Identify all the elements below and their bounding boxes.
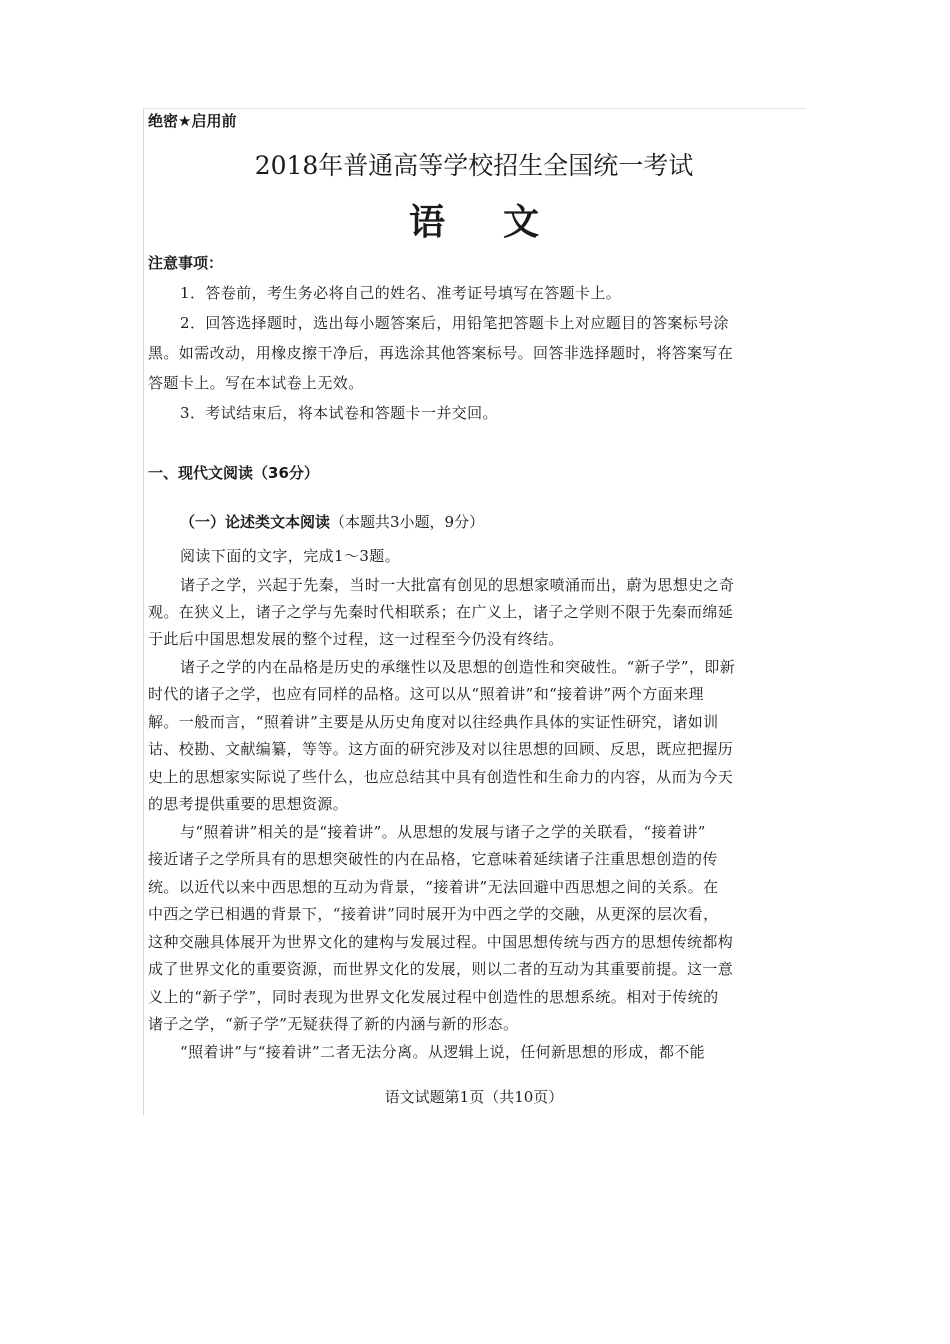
- passage-line: 于此后中国思想发展的整个过程，这一过程至今仍没有终结。: [148, 630, 564, 648]
- passage-line: 成了世界文化的重要资源，而世界文化的发展，则以二者的互动为其重要前提。这一意: [148, 960, 734, 978]
- reading-instruction: 阅读下面的文字，完成1～3题。: [180, 547, 401, 565]
- passage-line: 的思考提供重要的思想资源。: [148, 795, 349, 813]
- exam-title: 2018年普通高等学校招生全国统一考试: [254, 151, 694, 180]
- page-footer: 语文试题第1页（共10页）: [384, 1088, 564, 1106]
- subsection-note: （本题共3小题，9分）: [330, 513, 485, 531]
- passage-line: 史上的思想家实际说了些什么，也应总结其中具有创造性和生命力的内容，从而为今天: [148, 768, 734, 786]
- passage-line: “照着讲”与“接着讲”二者无法分离。从逻辑上说，任何新思想的形成，都不能: [180, 1043, 706, 1061]
- section-heading: 一、现代文阅读（36分）: [148, 464, 319, 482]
- passage-line: 接近诸子之学所具有的思想突破性的内在品格，它意味着延续诸子注重思想创造的传: [148, 850, 718, 868]
- passage-line: 义上的“新子学”，同时表现为世界文化发展过程中创造性的思想系统。相对于传统的: [148, 988, 719, 1006]
- subsection-title: （一）论述类文本阅读: [180, 513, 331, 531]
- notice-line: 黑。如需改动，用橡皮擦干净后，再选涂其他答案标号。回答非选择题时，将答案写在: [148, 344, 734, 362]
- passage-line: 与“照着讲”相关的是“接着讲”。从思想的发展与诸子之学的关联看，“接着讲”: [180, 823, 706, 841]
- passage-line: 诂、校勘、文献编纂，等等。这方面的研究涉及对以往思想的回顾、反思，既应把握历: [148, 740, 734, 758]
- notice-heading: 注意事项：: [148, 254, 224, 272]
- passage-line: 观。在狭义上，诸子之学与先秦时代相联系；在广义上，诸子之学则不限于先秦而绵延: [148, 603, 734, 621]
- passage-line: 这种交融具体展开为世界文化的建构与发展过程。中国思想传统与西方的思想传统都构: [148, 933, 734, 951]
- passage-line: 诸子之学的内在品格是历史的承继性以及思想的创造性和突破性。“新子学”，即新: [180, 658, 736, 676]
- passage-line: 时代的诸子之学，也应有同样的品格。这可以从“照着讲”和“接着讲”两个方面来理: [148, 685, 704, 703]
- passage-line: 诸子之学，兴起于先秦，当时一大批富有创见的思想家喷涌而出，蔚为思想史之奇: [180, 576, 735, 594]
- passage-line: 统。以近代以来中西思想的互动为背景，“接着讲”无法回避中西思想之间的关系。在: [148, 878, 719, 896]
- notice-line: 答题卡上。写在本试卷上无效。: [148, 374, 364, 392]
- notice-line: 2．回答选择题时，选出每小题答案后，用铅笔把答题卡上对应题目的答案标号涂: [180, 314, 729, 332]
- subject-title: 语文: [408, 201, 597, 243]
- notice-line: 1．答卷前，考生务必将自己的姓名、准考证号填写在答题卡上。: [180, 284, 622, 302]
- notice-line: 3．考试结束后，将本试卷和答题卡一并交回。: [180, 404, 498, 422]
- subsection-heading: [180, 511, 484, 532]
- passage-line: 解。一般而言，“照着讲”主要是从历史角度对以往经典作具体的实证性研究，诸如训: [148, 713, 719, 731]
- passage-line: 中西之学已相遇的背景下，“接着讲”同时展开为中西之学的交融，从更深的层次看，: [148, 905, 719, 923]
- passage-line: 诸子之学，“新子学”无疑获得了新的内涵与新的形态。: [148, 1015, 519, 1033]
- confidential-label: 绝密★启用前: [148, 112, 237, 130]
